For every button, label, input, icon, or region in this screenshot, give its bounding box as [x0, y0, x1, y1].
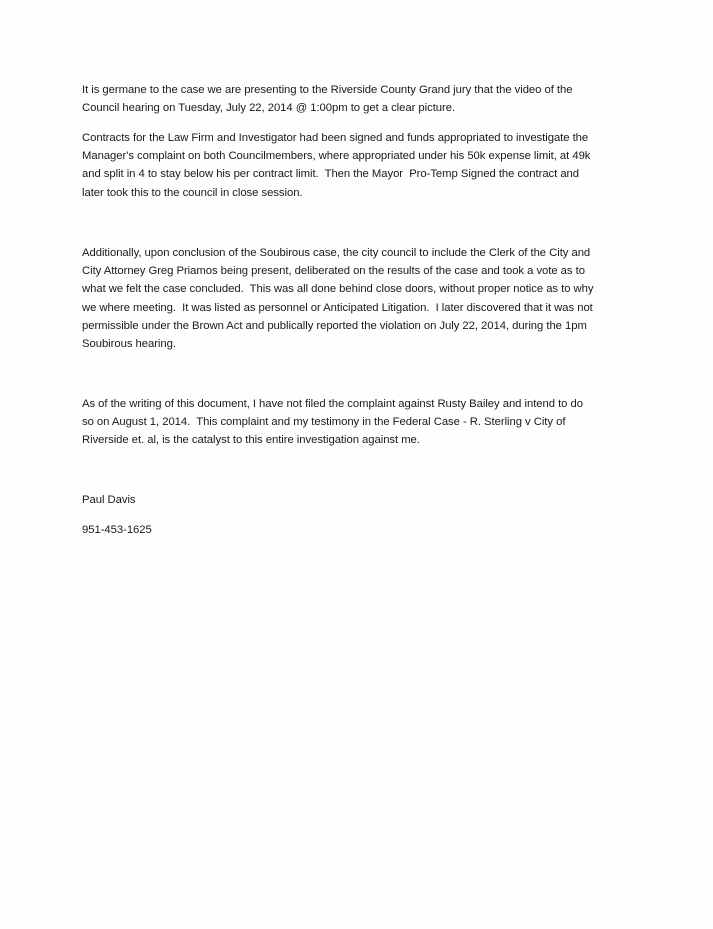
- paragraph-contracts: [82, 129, 642, 202]
- text-line: we where meeting. It was listed as personnel or Anticipated Litigation. I later discovered that it was not: [82, 301, 593, 314]
- text-line: It is germane to the case we are presenting to the Riverside County Grand jury that the video of the: [82, 84, 573, 96]
- text-line: Riverside et. al, is the catalyst to this entire investigation against me.: [82, 434, 420, 447]
- signature-name: Paul Davis: [82, 494, 136, 506]
- text-line: later took this to the council in close session.: [82, 186, 303, 199]
- text-line: City Attorney Greg Priamos being present, deliberated on the results of the case and took a vote as to: [82, 265, 585, 278]
- signature-phone: 951-453-1625: [82, 524, 152, 536]
- paragraph-soubirous-case: [82, 244, 642, 353]
- text-line: so on August 1, 2014. This complaint and my testimony in the Federal Case - R. Sterling v City of: [82, 416, 566, 429]
- text-line: Manager's complaint on both Councilmembers, where appropriated under his 50k expense limit, at 49k: [82, 150, 591, 163]
- paragraph-grand-jury-video: [82, 81, 642, 117]
- paragraph-complaint-status: [82, 395, 642, 450]
- text-line: what we felt the case concluded. This was all done behind close doors, without proper notice as to why: [82, 283, 594, 296]
- text-line: As of the writing of this document, I have not filed the complaint against Rusty Bailey and intend to do: [82, 398, 583, 410]
- text-line: Council hearing on Tuesday, July 22, 2014 @ 1:00pm to get a clear picture.: [82, 102, 456, 115]
- text-line: Contracts for the Law Firm and Investigator had been signed and funds appropriated to investigate the: [82, 132, 589, 144]
- text-line: Additionally, upon conclusion of the Soubirous case, the city council to include the Clerk of the City and: [82, 247, 591, 259]
- text-line: permissible under the Brown Act and publically reported the violation on July 22, 2014, during the 1pm: [82, 319, 587, 332]
- text-line: Soubirous hearing.: [82, 338, 176, 351]
- text-line: and split in 4 to stay below his per contract limit. Then the Mayor Pro-Temp Signed the contract and: [82, 168, 580, 181]
